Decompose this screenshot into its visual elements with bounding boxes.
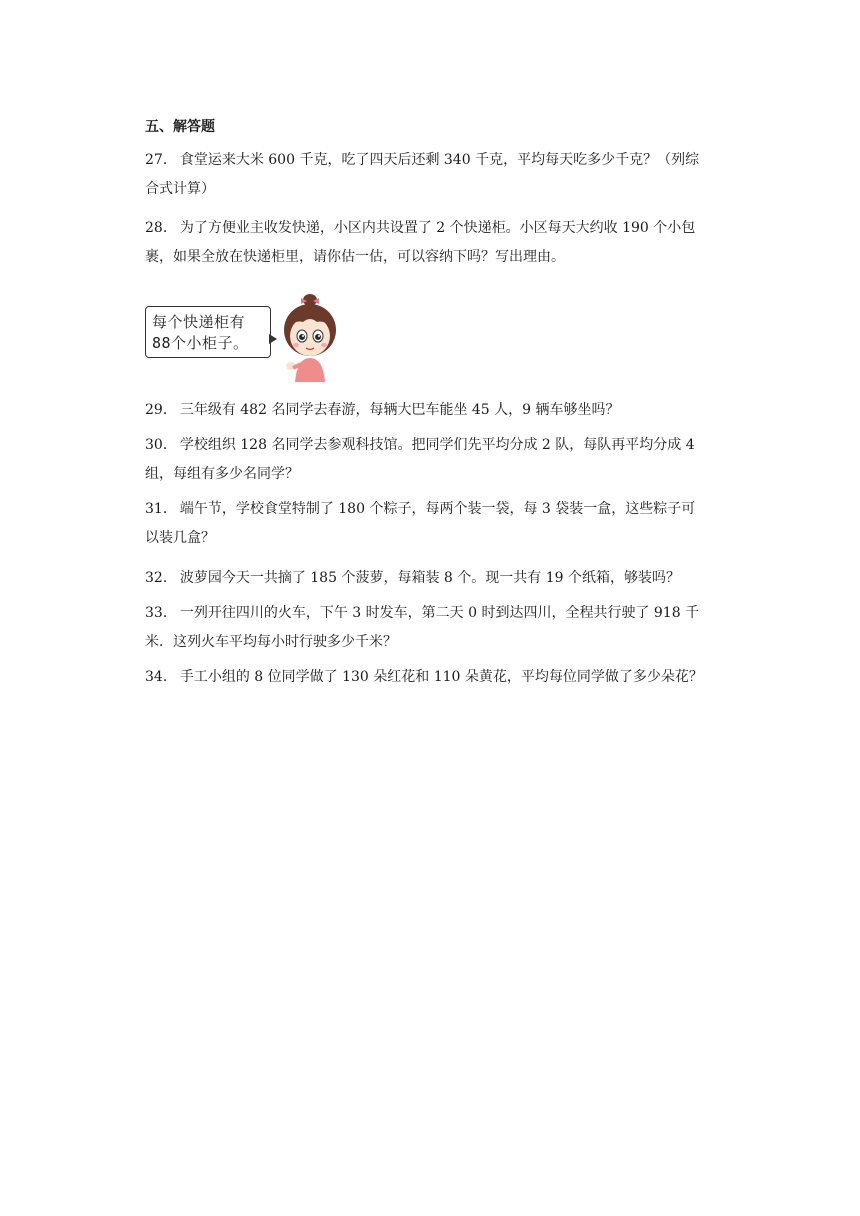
- question-27: [145, 146, 717, 203]
- bubble-tail: [269, 334, 277, 344]
- question-number: 28．: [145, 220, 177, 236]
- question-30: [145, 431, 717, 488]
- question-number: 29．: [145, 402, 177, 418]
- question-text-cont: 裹，如果全放在快递柜里，请你估一估，可以容纳下吗？写出理由。: [145, 248, 565, 265]
- question-32: [145, 564, 717, 593]
- question-text-cont: 以装几盒？: [145, 529, 215, 546]
- question-33: [145, 599, 717, 656]
- question-number: 27．: [145, 152, 177, 168]
- question-34: [145, 663, 717, 692]
- question-number: 30．: [145, 437, 177, 453]
- bubble-text-line1: 每个快递柜有: [152, 313, 246, 331]
- question-text-cont: 米．这列火车平均每小时行驶多少千米？: [145, 633, 397, 650]
- question-text: 一列开往四川的火车，下午 3 时发车，第二天 0 时到达四川，全程共行驶了 918 千: [179, 605, 700, 621]
- question-text-cont: 合式计算）: [145, 180, 215, 197]
- bubble-text-line2: 88个小柜子。: [152, 334, 249, 352]
- question-text: 食堂运来大米 600 千克，吃了四天后还剩 340 千克，平均每天吃多少千克？（列综: [179, 152, 700, 168]
- question-31: [145, 495, 717, 552]
- section-title: 五、解答题: [145, 119, 215, 135]
- question-text: 波萝园今天一共摘了 185 个菠萝，每箱装 8 个。现一共有 19 个纸箱，够装吗？: [179, 570, 680, 586]
- question-text: 学校组织 128 名同学去参观科技馆。把同学们先平均分成 2 队，每队再平均分成 4: [179, 437, 695, 453]
- speech-bubble: [145, 306, 271, 358]
- question-number: 31．: [145, 501, 177, 517]
- question-text: 端午节，学校食堂特制了 180 个粽子，每两个装一袋，每 3 袋装一盒，这些粽子可: [179, 501, 696, 517]
- question-number: 34．: [145, 669, 177, 685]
- question-text-cont: 组，每组有多少名同学？: [145, 465, 299, 482]
- question-text: 三年级有 482 名同学去春游，每辆大巴车能坐 45 人，9 辆车够坐吗？: [179, 402, 620, 418]
- question-text: 为了方便业主收发快递，小区内共设置了 2 个快递柜。小区每天大约收 190 个小包: [179, 220, 696, 236]
- question-text: 手工小组的 8 位同学做了 130 朵红花和 110 朵黄花，平均每位同学做了多少朵花？: [179, 669, 703, 685]
- illustration: [145, 292, 345, 382]
- cartoon-girl-icon: [279, 292, 341, 382]
- question-28: [145, 214, 717, 271]
- question-number: 32．: [145, 570, 177, 586]
- question-29: [145, 396, 717, 425]
- question-number: 33．: [145, 605, 177, 621]
